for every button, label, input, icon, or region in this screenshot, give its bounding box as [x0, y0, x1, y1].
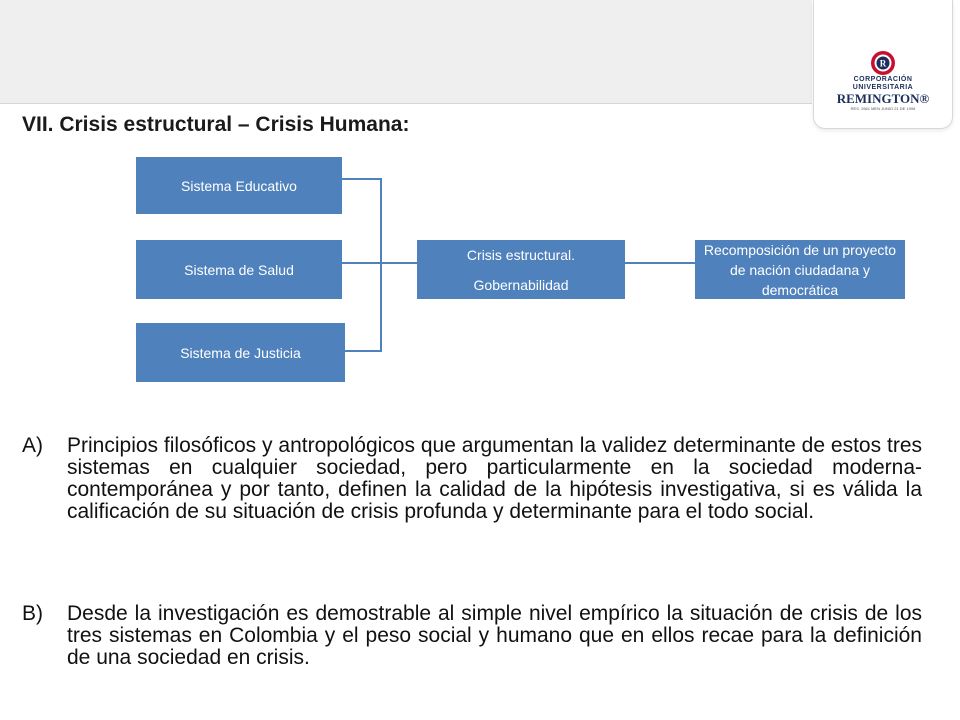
logo-line-resolution: RES. 2661 MEN JUNIO 21 DE 1996: [850, 106, 916, 111]
header-band: [0, 0, 812, 104]
paragraph-a-text: Principios filosóficos y antropológicos que argumentan la validez determinante de estos tres sistemas en cualquier sociedad, pero particularmente en la sociedad moderna-contemporánea y por tanto, definen la calidad de la hipótesis investigativa, si es válida la calificación de su situación de crisis profunda y determinante para el todo social.: [67, 434, 922, 523]
connector-to-center: [382, 262, 417, 264]
paragraph-a-label: A): [22, 434, 43, 457]
connector-to-outcome: [625, 262, 695, 264]
connector-salud: [342, 262, 382, 264]
remington-logo: [818, 50, 948, 112]
gobernabilidad-label: Gobernabilidad: [473, 276, 569, 293]
paragraph-b-label: B): [22, 602, 43, 625]
logo-line-corporacion: CORPORACIÓN: [853, 76, 913, 83]
box-sistema-educativo: Sistema Educativo: [136, 157, 342, 214]
box-crisis-estructural: [417, 240, 625, 299]
paragraph-b: [22, 603, 922, 669]
connector-justicia: [345, 350, 382, 352]
logo-line-remington: REMINGTON®: [836, 91, 930, 106]
connector-vertical-bracket: [380, 178, 382, 352]
crisis-estructural-label: Crisis estructural.: [466, 246, 576, 263]
box-sistema-salud: Sistema de Salud: [136, 240, 342, 299]
remington-seal-icon: [870, 50, 896, 76]
box-recomposicion: Recomposición de un proyecto de nación ciudadana y democrática: [695, 240, 905, 299]
slide-title: VII. Crisis estructural – Crisis Humana:: [22, 113, 410, 136]
paragraph-b-text: Desde la investigación es demostrable al simple nivel empírico la situación de crisis de los tres sistemas en Colombia y el peso social y humano que en ellos recae para la definición de una sociedad en crisis.: [67, 602, 922, 669]
paragraph-a: [22, 435, 922, 523]
connector-educativo: [342, 178, 382, 180]
svg-text:R: R: [879, 58, 887, 69]
box-sistema-justicia: Sistema de Justicia: [136, 323, 345, 382]
logo-line-universitaria: UNIVERSITARIA: [852, 84, 914, 91]
